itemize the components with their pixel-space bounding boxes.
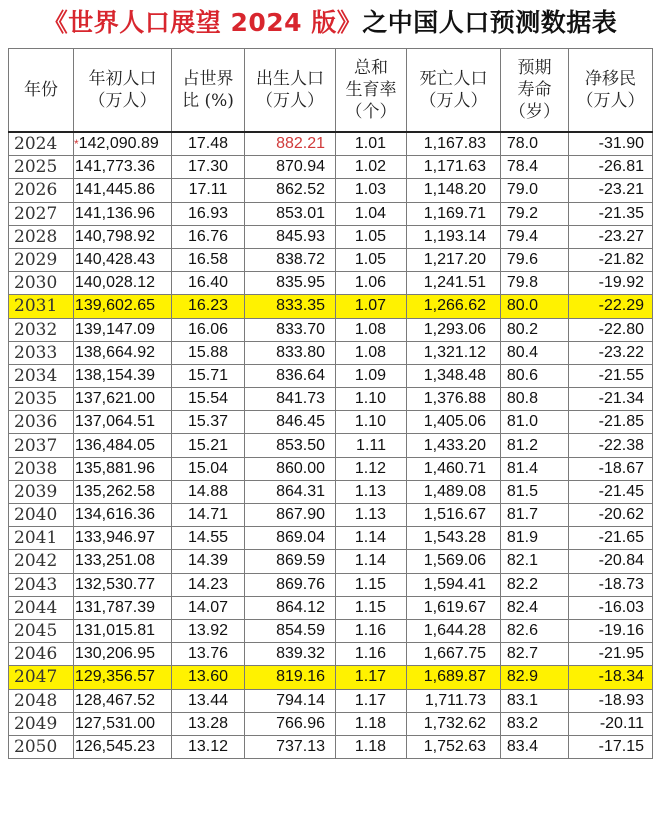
cell-start-population: 130,206.95	[74, 643, 172, 666]
cell-world-share: 16.58	[172, 248, 245, 271]
table-header-row	[9, 49, 653, 133]
table-row	[9, 735, 653, 758]
cell-deaths: 1,644.28	[407, 619, 501, 642]
cell-world-share: 17.11	[172, 179, 245, 202]
cell-start-population: 140,798.92	[74, 225, 172, 248]
cell-fertility-rate: 1.05	[336, 225, 407, 248]
cell-year: 2046	[9, 643, 74, 666]
title-subject: 之中国人口预测数据表	[362, 8, 618, 37]
cell-start-population: 140,028.12	[74, 272, 172, 295]
cell-fertility-rate: 1.15	[336, 596, 407, 619]
cell-start-population: 134,616.36	[74, 504, 172, 527]
cell-fertility-rate: 1.09	[336, 364, 407, 387]
cell-deaths: 1,193.14	[407, 225, 501, 248]
cell-start-population: 131,787.39	[74, 596, 172, 619]
cell-start-population: 141,773.36	[74, 156, 172, 179]
cell-life-expectancy: 78.0	[501, 132, 569, 156]
cell-net-migration: -20.11	[569, 712, 653, 735]
header-label-line: （岁）	[509, 102, 560, 122]
cell-births: 833.35	[245, 295, 336, 318]
cell-net-migration: -18.67	[569, 457, 653, 480]
cell-deaths: 1,171.63	[407, 156, 501, 179]
cell-deaths: 1,667.75	[407, 643, 501, 666]
cell-fertility-rate: 1.18	[336, 712, 407, 735]
cell-births: 867.90	[245, 504, 336, 527]
cell-deaths: 1,569.06	[407, 550, 501, 573]
header-deaths	[407, 49, 501, 133]
cell-deaths: 1,321.12	[407, 341, 501, 364]
cell-life-expectancy: 80.6	[501, 364, 569, 387]
cell-fertility-rate: 1.13	[336, 504, 407, 527]
table-row	[9, 550, 653, 573]
header-label-line: 预期	[517, 58, 552, 78]
cell-year: 2029	[9, 248, 74, 271]
cell-life-expectancy: 81.0	[501, 411, 569, 434]
cell-year: 2048	[9, 689, 74, 712]
cell-births: 819.16	[245, 666, 336, 689]
cell-world-share: 16.40	[172, 272, 245, 295]
cell-start-population: 137,064.51	[74, 411, 172, 434]
cell-year: 2037	[9, 434, 74, 457]
cell-deaths: 1,241.51	[407, 272, 501, 295]
cell-world-share: 13.12	[172, 735, 245, 758]
cell-start-population: 128,467.52	[74, 689, 172, 712]
cell-fertility-rate: 1.02	[336, 156, 407, 179]
cell-net-migration: -21.95	[569, 643, 653, 666]
cell-fertility-rate: 1.05	[336, 248, 407, 271]
cell-year: 2036	[9, 411, 74, 434]
cell-net-migration: -21.55	[569, 364, 653, 387]
table-row	[9, 341, 653, 364]
table-row	[9, 248, 653, 271]
header-life-expectancy	[501, 49, 569, 133]
header-label-line: 总和	[354, 58, 388, 78]
cell-births: 737.13	[245, 735, 336, 758]
cell-fertility-rate: 1.07	[336, 295, 407, 318]
cell-deaths: 1,516.67	[407, 504, 501, 527]
cell-life-expectancy: 83.1	[501, 689, 569, 712]
header-label-line: 年初人口	[88, 69, 157, 89]
cell-start-population: 136,484.05	[74, 434, 172, 457]
table-row	[9, 272, 653, 295]
cell-fertility-rate: 1.17	[336, 666, 407, 689]
cell-year: 2038	[9, 457, 74, 480]
cell-deaths: 1,348.48	[407, 364, 501, 387]
cell-world-share: 15.21	[172, 434, 245, 457]
header-births	[245, 49, 336, 133]
cell-start-population: 132,530.77	[74, 573, 172, 596]
cell-world-share: 13.44	[172, 689, 245, 712]
cell-year: 2040	[9, 504, 74, 527]
cell-world-share: 13.92	[172, 619, 245, 642]
cell-fertility-rate: 1.16	[336, 643, 407, 666]
cell-births: 839.32	[245, 643, 336, 666]
cell-net-migration: -20.84	[569, 550, 653, 573]
cell-deaths: 1,543.28	[407, 527, 501, 550]
cell-deaths: 1,266.62	[407, 295, 501, 318]
cell-net-migration: -23.21	[569, 179, 653, 202]
cell-life-expectancy: 82.2	[501, 573, 569, 596]
table-row	[9, 434, 653, 457]
table-row	[9, 480, 653, 503]
header-label-line: （万人）	[419, 91, 488, 111]
cell-year: 2032	[9, 318, 74, 341]
table-row	[9, 596, 653, 619]
cell-year: 2026	[9, 179, 74, 202]
cell-world-share: 13.28	[172, 712, 245, 735]
footnote-marker: *	[74, 137, 79, 152]
cell-net-migration: -18.93	[569, 689, 653, 712]
cell-life-expectancy: 82.7	[501, 643, 569, 666]
cell-world-share: 14.23	[172, 573, 245, 596]
cell-fertility-rate: 1.10	[336, 388, 407, 411]
cell-deaths: 1,689.87	[407, 666, 501, 689]
cell-year: 2034	[9, 364, 74, 387]
cell-net-migration: -16.03	[569, 596, 653, 619]
cell-fertility-rate: 1.17	[336, 689, 407, 712]
cell-start-population: 131,015.81	[74, 619, 172, 642]
cell-fertility-rate: 1.04	[336, 202, 407, 225]
cell-start-population: 135,881.96	[74, 457, 172, 480]
header-label-line: （万人）	[256, 91, 324, 111]
header-label-line: 寿命	[517, 80, 552, 100]
cell-life-expectancy: 80.8	[501, 388, 569, 411]
cell-year: 2030	[9, 272, 74, 295]
cell-net-migration: -20.62	[569, 504, 653, 527]
cell-world-share: 14.88	[172, 480, 245, 503]
cell-fertility-rate: 1.16	[336, 619, 407, 642]
cell-fertility-rate: 1.08	[336, 318, 407, 341]
cell-start-population	[74, 132, 172, 156]
cell-net-migration: -19.92	[569, 272, 653, 295]
cell-net-migration: -31.90	[569, 132, 653, 156]
table-row	[9, 527, 653, 550]
cell-year: 2028	[9, 225, 74, 248]
cell-net-migration: -23.27	[569, 225, 653, 248]
cell-fertility-rate: 1.13	[336, 480, 407, 503]
cell-births: 846.45	[245, 411, 336, 434]
cell-deaths: 1,167.83	[407, 132, 501, 156]
table-row	[9, 318, 653, 341]
cell-fertility-rate: 1.14	[336, 550, 407, 573]
cell-net-migration: -21.45	[569, 480, 653, 503]
cell-year: 2027	[9, 202, 74, 225]
cell-deaths: 1,169.71	[407, 202, 501, 225]
page-title	[0, 4, 660, 42]
cell-world-share: 14.07	[172, 596, 245, 619]
cell-start-population: 135,262.58	[74, 480, 172, 503]
header-label-line: （个）	[345, 102, 397, 122]
cell-births: 862.52	[245, 179, 336, 202]
cell-start-population: 129,356.57	[74, 666, 172, 689]
cell-births: 766.96	[245, 712, 336, 735]
cell-deaths: 1,293.06	[407, 318, 501, 341]
cell-net-migration: -21.35	[569, 202, 653, 225]
table-row	[9, 411, 653, 434]
cell-life-expectancy: 79.4	[501, 225, 569, 248]
title-report-name: 《世界人口展望 2024 版》	[42, 8, 363, 37]
table-row	[9, 132, 653, 156]
table-row	[9, 504, 653, 527]
table-row	[9, 156, 653, 179]
cell-births: 860.00	[245, 457, 336, 480]
cell-life-expectancy: 79.2	[501, 202, 569, 225]
table-row	[9, 457, 653, 480]
cell-world-share: 15.88	[172, 341, 245, 364]
cell-net-migration: -18.34	[569, 666, 653, 689]
cell-deaths: 1,460.71	[407, 457, 501, 480]
cell-world-share: 14.55	[172, 527, 245, 550]
cell-fertility-rate: 1.01	[336, 132, 407, 156]
table-row-highlighted	[9, 295, 653, 318]
cell-world-share: 14.39	[172, 550, 245, 573]
cell-fertility-rate: 1.18	[336, 735, 407, 758]
cell-fertility-rate: 1.10	[336, 411, 407, 434]
cell-births: 869.59	[245, 550, 336, 573]
cell-life-expectancy: 81.5	[501, 480, 569, 503]
header-label-line: 年份	[24, 80, 58, 100]
cell-year: 2039	[9, 480, 74, 503]
header-label-line: 生育率	[345, 80, 397, 100]
cell-value: 142,090.89	[78, 135, 159, 153]
header-label-line: 死亡人口	[419, 69, 488, 89]
cell-world-share: 13.60	[172, 666, 245, 689]
cell-births: 864.12	[245, 596, 336, 619]
cell-start-population: 139,147.09	[74, 318, 172, 341]
cell-fertility-rate: 1.08	[336, 341, 407, 364]
cell-world-share: 17.48	[172, 132, 245, 156]
header-world-share	[172, 49, 245, 133]
table-row	[9, 225, 653, 248]
cell-deaths: 1,732.62	[407, 712, 501, 735]
cell-start-population: 140,428.43	[74, 248, 172, 271]
cell-births: 836.64	[245, 364, 336, 387]
cell-births: 841.73	[245, 388, 336, 411]
cell-world-share: 15.04	[172, 457, 245, 480]
cell-births: 853.01	[245, 202, 336, 225]
table-row-highlighted	[9, 666, 653, 689]
header-year	[9, 49, 74, 133]
cell-fertility-rate: 1.06	[336, 272, 407, 295]
cell-start-population: 126,545.23	[74, 735, 172, 758]
cell-start-population: 138,154.39	[74, 364, 172, 387]
cell-net-migration: -23.22	[569, 341, 653, 364]
cell-net-migration: -19.16	[569, 619, 653, 642]
cell-births: 854.59	[245, 619, 336, 642]
cell-net-migration: -21.82	[569, 248, 653, 271]
cell-life-expectancy: 82.4	[501, 596, 569, 619]
cell-deaths: 1,433.20	[407, 434, 501, 457]
cell-year: 2033	[9, 341, 74, 364]
cell-births: 869.76	[245, 573, 336, 596]
cell-life-expectancy: 80.4	[501, 341, 569, 364]
cell-births: 833.80	[245, 341, 336, 364]
cell-life-expectancy: 79.0	[501, 179, 569, 202]
cell-start-population: 139,602.65	[74, 295, 172, 318]
cell-year: 2025	[9, 156, 74, 179]
cell-fertility-rate: 1.12	[336, 457, 407, 480]
cell-life-expectancy: 81.4	[501, 457, 569, 480]
cell-net-migration: -17.15	[569, 735, 653, 758]
cell-fertility-rate: 1.11	[336, 434, 407, 457]
cell-births: 882.21	[245, 132, 336, 156]
cell-year: 2045	[9, 619, 74, 642]
cell-deaths: 1,711.73	[407, 689, 501, 712]
cell-births: 794.14	[245, 689, 336, 712]
cell-deaths: 1,405.06	[407, 411, 501, 434]
cell-life-expectancy: 81.7	[501, 504, 569, 527]
cell-life-expectancy: 82.9	[501, 666, 569, 689]
cell-year: 2035	[9, 388, 74, 411]
header-start-population	[74, 49, 172, 133]
cell-births: 869.04	[245, 527, 336, 550]
cell-births: 835.95	[245, 272, 336, 295]
cell-start-population: 133,251.08	[74, 550, 172, 573]
cell-births: 845.93	[245, 225, 336, 248]
cell-fertility-rate: 1.15	[336, 573, 407, 596]
cell-deaths: 1,376.88	[407, 388, 501, 411]
cell-year: 2044	[9, 596, 74, 619]
cell-world-share: 16.06	[172, 318, 245, 341]
table-row	[9, 364, 653, 387]
cell-births: 853.50	[245, 434, 336, 457]
header-label-line: 净移民	[585, 69, 636, 89]
table-row	[9, 388, 653, 411]
table-row	[9, 179, 653, 202]
cell-world-share: 13.76	[172, 643, 245, 666]
cell-life-expectancy: 80.2	[501, 318, 569, 341]
cell-year: 2031	[9, 295, 74, 318]
cell-year: 2042	[9, 550, 74, 573]
cell-life-expectancy: 82.1	[501, 550, 569, 573]
cell-net-migration: -21.34	[569, 388, 653, 411]
table-row	[9, 689, 653, 712]
cell-life-expectancy: 80.0	[501, 295, 569, 318]
cell-life-expectancy: 79.6	[501, 248, 569, 271]
header-label-line: 出生人口	[256, 69, 324, 89]
cell-births: 833.70	[245, 318, 336, 341]
cell-deaths: 1,148.20	[407, 179, 501, 202]
cell-start-population: 133,946.97	[74, 527, 172, 550]
header-label-line: 占世界	[182, 69, 234, 89]
cell-net-migration: -22.80	[569, 318, 653, 341]
cell-world-share: 16.93	[172, 202, 245, 225]
table-row	[9, 712, 653, 735]
header-label-line: （万人）	[88, 91, 157, 111]
population-table	[8, 48, 653, 759]
cell-births: 864.31	[245, 480, 336, 503]
cell-net-migration: -18.73	[569, 573, 653, 596]
cell-world-share: 15.37	[172, 411, 245, 434]
cell-births: 870.94	[245, 156, 336, 179]
cell-start-population: 141,445.86	[74, 179, 172, 202]
cell-deaths: 1,752.63	[407, 735, 501, 758]
cell-world-share: 15.54	[172, 388, 245, 411]
cell-net-migration: -21.85	[569, 411, 653, 434]
header-label-line: 比 (%)	[182, 91, 234, 111]
cell-world-share: 15.71	[172, 364, 245, 387]
cell-start-population: 127,531.00	[74, 712, 172, 735]
cell-net-migration: -22.29	[569, 295, 653, 318]
cell-year: 2024	[9, 132, 74, 156]
header-label-line: （万人）	[576, 91, 645, 111]
cell-year: 2041	[9, 527, 74, 550]
cell-life-expectancy: 81.2	[501, 434, 569, 457]
cell-start-population: 137,621.00	[74, 388, 172, 411]
cell-net-migration: -21.65	[569, 527, 653, 550]
cell-life-expectancy: 82.6	[501, 619, 569, 642]
header-fertility-rate	[336, 49, 407, 133]
table-row	[9, 619, 653, 642]
cell-net-migration: -22.38	[569, 434, 653, 457]
cell-fertility-rate: 1.03	[336, 179, 407, 202]
cell-year: 2047	[9, 666, 74, 689]
table-body	[9, 132, 653, 759]
table-row	[9, 573, 653, 596]
cell-births: 838.72	[245, 248, 336, 271]
cell-life-expectancy: 81.9	[501, 527, 569, 550]
cell-deaths: 1,489.08	[407, 480, 501, 503]
cell-fertility-rate: 1.14	[336, 527, 407, 550]
cell-year: 2049	[9, 712, 74, 735]
header-net-migration	[569, 49, 653, 133]
cell-net-migration: -26.81	[569, 156, 653, 179]
cell-deaths: 1,217.20	[407, 248, 501, 271]
cell-world-share: 17.30	[172, 156, 245, 179]
cell-life-expectancy: 79.8	[501, 272, 569, 295]
table-row	[9, 643, 653, 666]
cell-life-expectancy: 83.4	[501, 735, 569, 758]
table-row	[9, 202, 653, 225]
cell-deaths: 1,619.67	[407, 596, 501, 619]
cell-start-population: 138,664.92	[74, 341, 172, 364]
cell-world-share: 14.71	[172, 504, 245, 527]
cell-life-expectancy: 78.4	[501, 156, 569, 179]
cell-start-population: 141,136.96	[74, 202, 172, 225]
cell-deaths: 1,594.41	[407, 573, 501, 596]
cell-life-expectancy: 83.2	[501, 712, 569, 735]
cell-world-share: 16.23	[172, 295, 245, 318]
cell-world-share: 16.76	[172, 225, 245, 248]
cell-year: 2050	[9, 735, 74, 758]
cell-year: 2043	[9, 573, 74, 596]
